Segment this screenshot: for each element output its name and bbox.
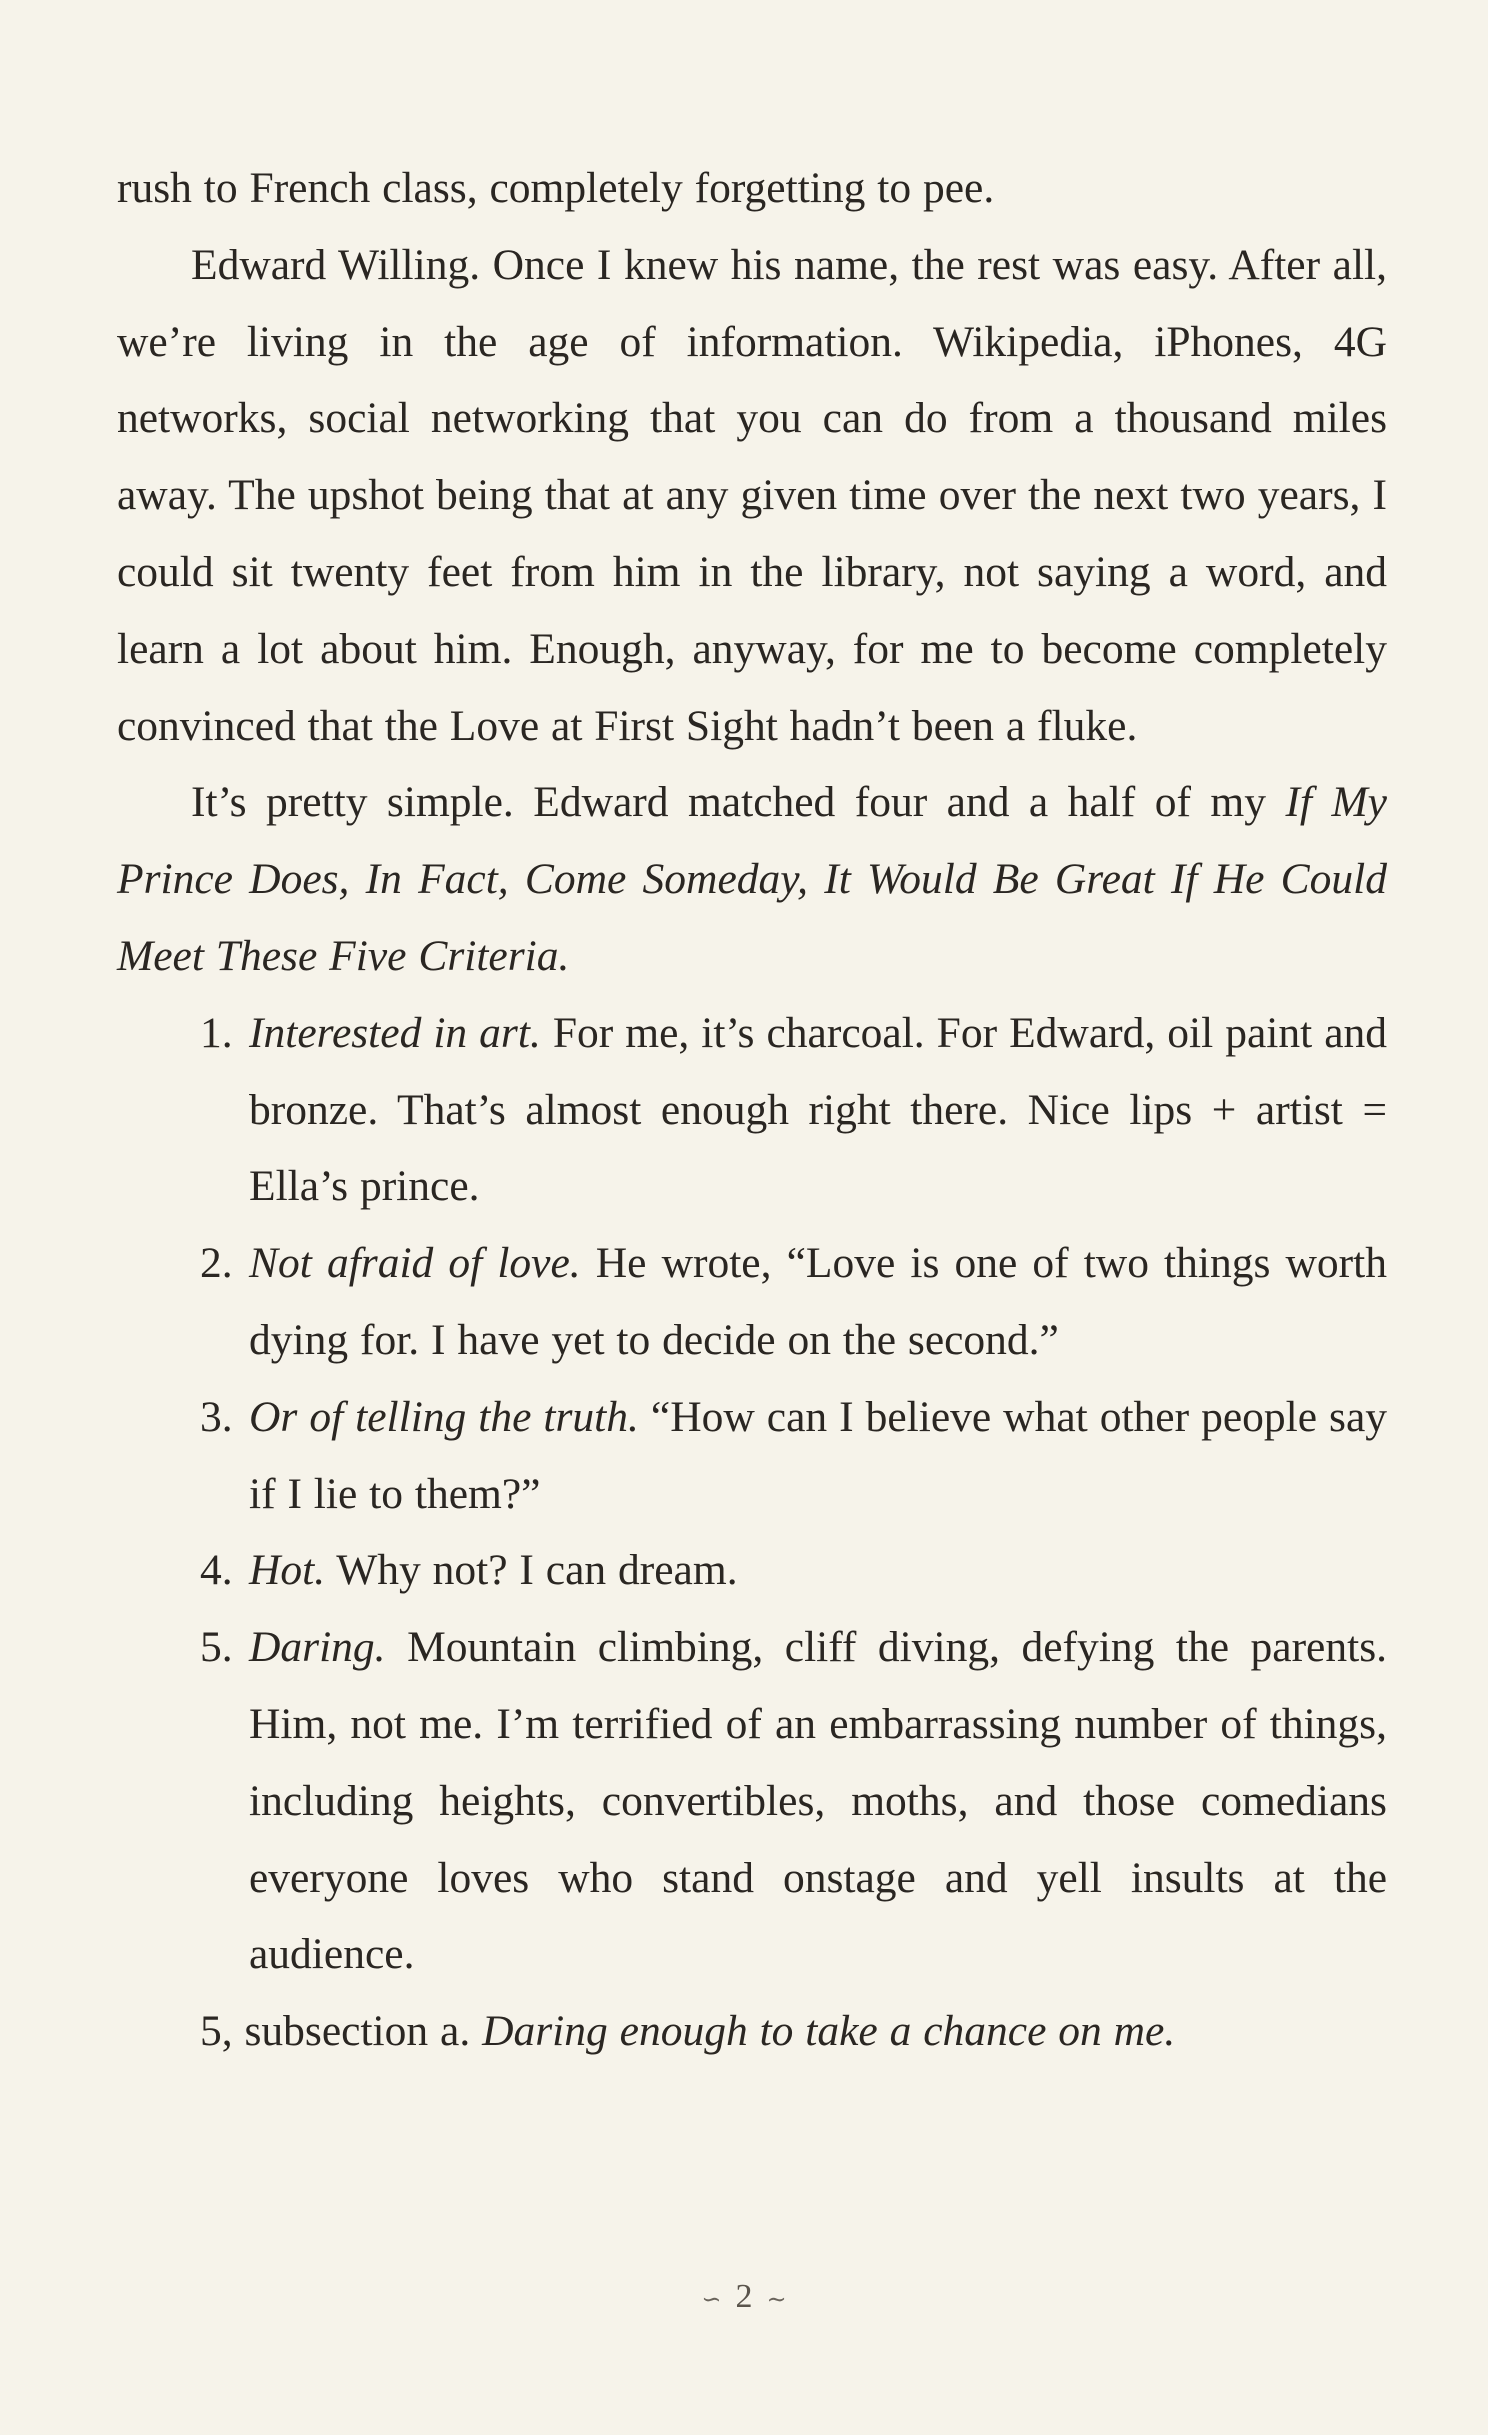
right-ornament-icon: ∼ — [766, 2286, 787, 2313]
criteria-item-2 — [117, 1225, 1387, 1379]
paragraph-2: Edward Willing. Once I knew his name, the rest was easy. After all, we’re living in the age of information. Wikipedia, iPhones, 4G networks, social networking that you can do from a thousand miles away. The upshot being that at any given time over the next two years, I could sit twenty feet from him in the library, not saying a word, and learn a lot about him. Enough, anyway, for me to become completely convinced that the Love at First Sight hadn’t been a fluke. — [117, 240, 1387, 750]
criteria-text: He wrote, “Love is one of two things worth dying for. I have yet to decide on the second.” — [249, 1239, 1387, 1364]
criteria-title: If My Prince Does, In Fact, Come Someday, It Would Be Great If He Could Meet These Five Criteria. — [117, 778, 1387, 980]
criteria-item-1 — [117, 995, 1387, 1225]
criteria-label: Not afraid of love. — [249, 1239, 581, 1288]
criteria-text: Why not? I can dream. — [325, 1546, 738, 1595]
criteria-item-3 — [117, 1379, 1387, 1533]
criteria-text: For me, it’s charcoal. For Edward, oil paint and bronze. That’s almost enough right there. Nice lips + artist = Ella’s prince. — [249, 1008, 1388, 1211]
criteria-label: Or of telling the truth. — [249, 1392, 639, 1441]
paragraph-1: rush to French class, completely forgetting to pee. — [117, 164, 995, 212]
criteria-number: 3. — [200, 1392, 233, 1441]
criteria-item-4 — [117, 1532, 1387, 1609]
paragraph-3-text: It’s pretty simple. Edward matched four and a half of my — [191, 778, 1286, 827]
subsection-text: 5, subsection a. — [200, 2007, 483, 2056]
criteria-number: 1. — [200, 1008, 233, 1057]
criteria-label: Hot. — [249, 1546, 326, 1595]
criteria-list — [117, 995, 1387, 2070]
page-folio — [0, 2278, 1488, 2316]
criteria-text: Mountain climbing, cliff diving, defying the parents. Him, not me. I’m terrified of an embarrassing number of things, including heights, convertibles, moths, and those comedians everyone loves who stand onstage and yell insults at the audience. — [249, 1623, 1387, 1979]
criteria-number: 4. — [200, 1546, 233, 1595]
criteria-number: 2. — [200, 1239, 233, 1288]
criteria-text: “How can I believe what other people say if I lie to them?” — [249, 1392, 1388, 1518]
page-number: 2 — [735, 2278, 753, 2315]
left-ornament-icon: ∽ — [701, 2286, 722, 2313]
book-page-text — [117, 150, 1387, 2070]
paragraph-3 — [117, 764, 1387, 994]
subsection-label: Daring enough to take a chance on me. — [482, 2007, 1176, 2056]
criteria-label: Interested in art. — [249, 1008, 541, 1057]
criteria-item-5 — [117, 1609, 1387, 1993]
criteria-subsection — [117, 1993, 1387, 2070]
criteria-label: Daring. — [249, 1623, 386, 1672]
criteria-number: 5. — [200, 1623, 233, 1672]
